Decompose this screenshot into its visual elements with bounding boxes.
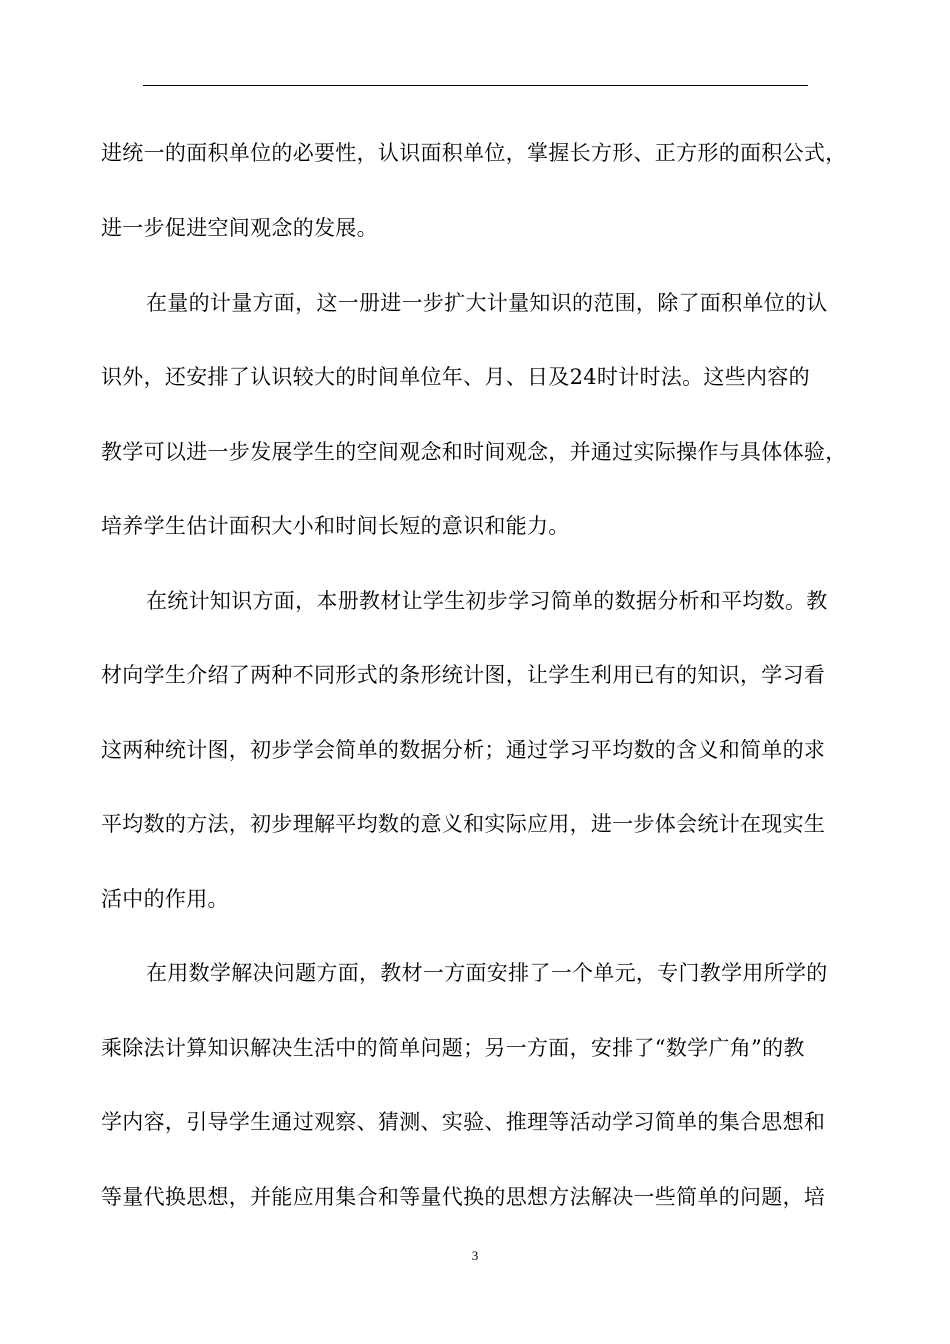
header-rule	[143, 85, 808, 86]
text-line: 识外，还安排了认识较大的时间单位年、月、日及24时计时法。这些内容的	[101, 365, 810, 389]
paragraph-start-line: 在统计知识方面，本册教材让学生初步学习简单的数据分析和平均数。教	[146, 589, 828, 613]
paragraph-start-line: 在用数学解决问题方面，教材一方面安排了一个单元，专门教学用所学的	[146, 961, 828, 985]
paragraph-start-line: 在量的计量方面，这一册进一步扩大计量知识的范围，除了面积单位的认	[146, 291, 828, 315]
text-line: 这两种统计图，初步学会简单的数据分析；通过学习平均数的含义和简单的求	[101, 738, 826, 762]
text-line: 进一步促进空间观念的发展。	[101, 216, 378, 240]
text-line: 学内容，引导学生通过观察、猜测、实验、推理等活动学习简单的集合思想和	[101, 1110, 826, 1134]
text-line: 培养学生估计面积大小和时间长短的意识和能力。	[101, 514, 570, 538]
text-line: 材向学生介绍了两种不同形式的条形统计图，让学生利用已有的知识，学习看	[101, 663, 826, 687]
text-line: 教学可以进一步发展学生的空间观念和时间观念，并通过实际操作与具体体验，	[101, 440, 847, 464]
text-line: 乘除法计算知识解决生活中的简单问题；另一方面，安排了“数学广角”的教	[101, 1036, 805, 1060]
text-line: 进统一的面积单位的必要性，认识面积单位，掌握长方形、正方形的面积公式，	[101, 141, 847, 165]
page-number: 3	[471, 1248, 479, 1263]
text-line: 平均数的方法，初步理解平均数的意义和实际应用，进一步体会统计在现实生	[101, 812, 826, 836]
text-line: 活中的作用。	[101, 887, 229, 911]
text-line: 等量代换思想，并能应用集合和等量代换的思想方法解决一些简单的问题，培	[101, 1185, 826, 1209]
